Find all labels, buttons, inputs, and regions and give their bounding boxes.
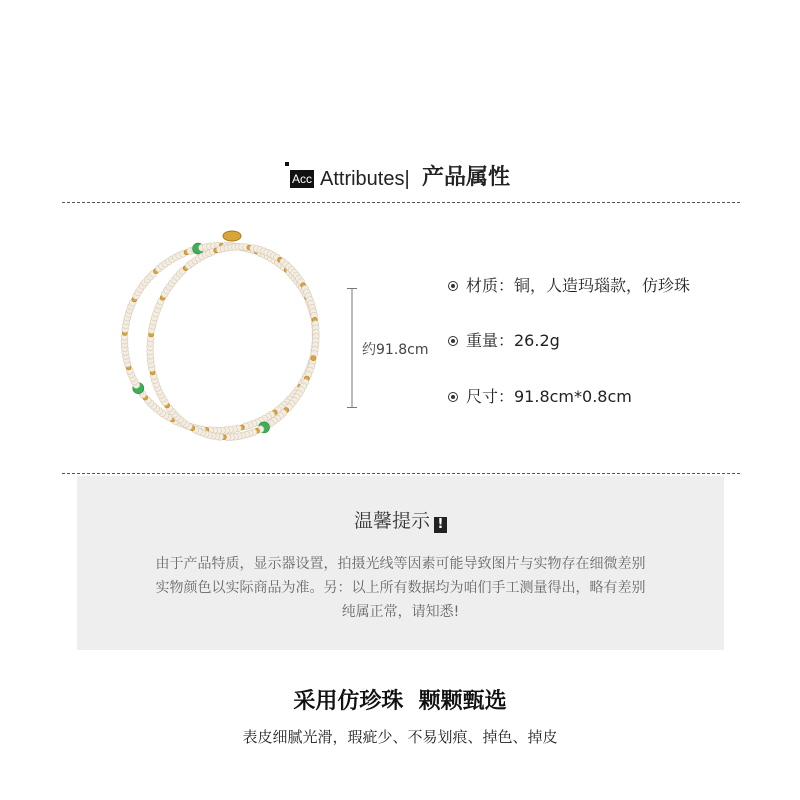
- bullet-icon: [448, 281, 458, 291]
- length-label: 约91.8cm: [362, 342, 429, 358]
- attr-size-text: 尺寸：91.8cm*0.8cm: [466, 387, 632, 406]
- header-badge: Acc: [292, 172, 313, 186]
- header-title-en: Attributes|: [320, 168, 410, 190]
- section-header: [0, 162, 800, 194]
- bottom-divider: [62, 473, 740, 474]
- bullet-icon: [448, 336, 458, 346]
- notice-title-text: 温馨提示: [353, 510, 430, 532]
- notice-title: [77, 506, 724, 533]
- notice-line: 实物颜色以实际商品为准。另：以上所有数据均为咱们手工测量得出，略有差别: [155, 580, 646, 596]
- top-divider: [62, 202, 740, 203]
- exclamation-icon: !: [434, 517, 447, 533]
- notice-line: 由于产品特质，显示器设置，拍摄光线等因素可能导致图片与实物存在细微差别: [155, 556, 646, 572]
- notice-line: 纯属正常，请知悉!: [341, 604, 460, 620]
- header-title-cn: 产品属性: [422, 165, 511, 190]
- attr-weight: [448, 330, 560, 352]
- notice-box: [77, 476, 724, 650]
- bullet-icon: [448, 392, 458, 402]
- attr-weight-text: 重量：26.2g: [466, 331, 560, 350]
- attr-material: [448, 275, 690, 297]
- notice-text: [77, 552, 724, 624]
- feature-description: 表皮细腻光滑，瑕疵少、不易划痕、掉色、掉皮: [242, 728, 558, 746]
- necklace-image: [108, 220, 348, 450]
- attr-size: [448, 386, 632, 408]
- header-dot: [285, 162, 289, 166]
- feature-title: 采用仿珍珠 颗颗甄选: [293, 689, 507, 714]
- attr-material-text: 材质：铜，人造玛瑙款，仿珍珠: [466, 276, 691, 295]
- measure-bracket: [346, 288, 358, 408]
